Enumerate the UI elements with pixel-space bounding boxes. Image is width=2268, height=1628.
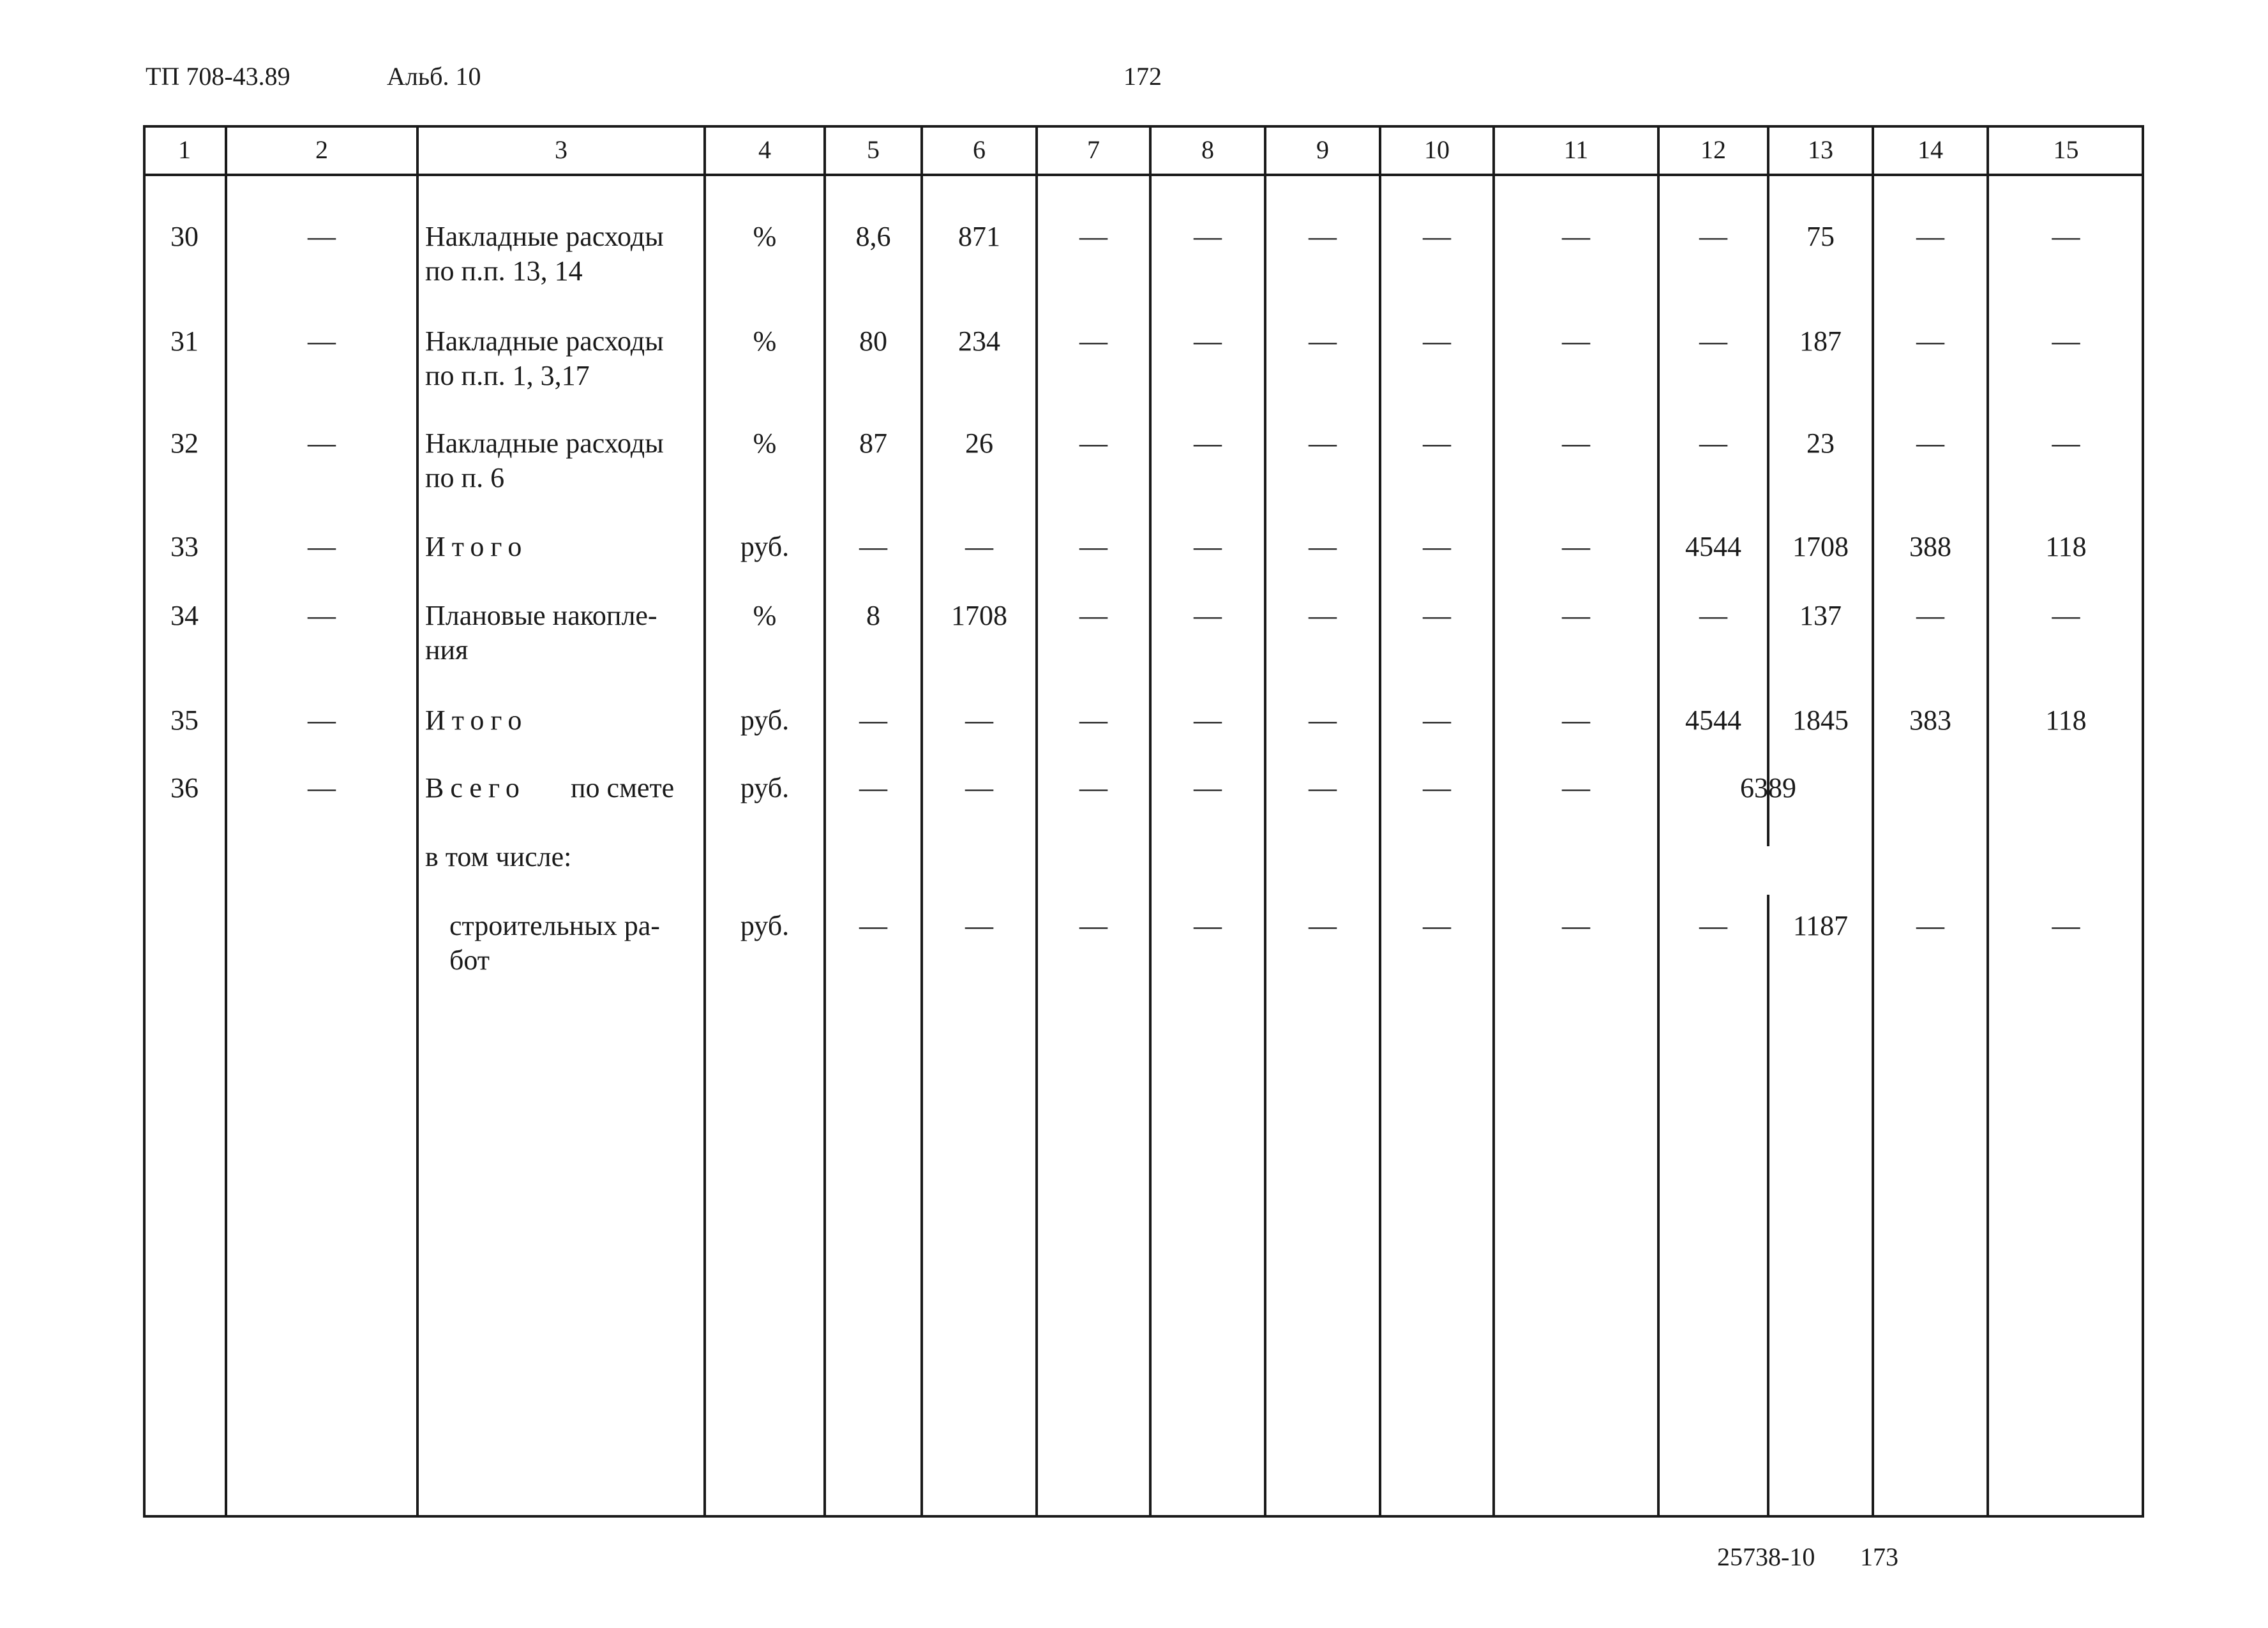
cell-c14: — (1916, 221, 1944, 252)
column-header: 9 (1316, 135, 1329, 164)
column-header: 12 (1701, 135, 1726, 164)
cell-c12: 4544 (1685, 705, 1741, 736)
cell-c6: 1708 (951, 600, 1007, 631)
cell-c11: — (1562, 910, 1590, 941)
cell-c13: 75 (1806, 221, 1835, 252)
cell-c11: — (1562, 221, 1590, 252)
cell-c15: — (2052, 428, 2080, 459)
cell-c2: — (308, 428, 336, 459)
cell-num: 32 (170, 428, 199, 459)
cell-c9: — (1309, 705, 1337, 736)
cell-c12: — (1699, 325, 1727, 357)
cell-num: 30 (170, 221, 199, 252)
cell-c13: 187 (1799, 325, 1842, 357)
cell-c10: — (1423, 221, 1451, 252)
cell-c5: — (859, 772, 887, 803)
cell-c6: — (965, 531, 993, 562)
cell-c8: — (1194, 772, 1222, 803)
column-divider (416, 125, 419, 1518)
item-name: Накладные расходы по п.п. 1, 3,17 (425, 325, 664, 391)
cell-c10: — (1423, 600, 1451, 631)
cell-c11: — (1562, 531, 1590, 562)
cell-c9: — (1309, 531, 1337, 562)
cell-c14: — (1916, 428, 1944, 459)
cell-c7: — (1079, 531, 1108, 562)
cell-c5: 80 (859, 325, 887, 357)
cell-c8: — (1194, 428, 1222, 459)
cell-c14: 383 (1909, 705, 1951, 736)
cell-unit: руб. (740, 531, 790, 562)
column-divider (1492, 125, 1495, 1518)
cell-num: 34 (170, 600, 199, 631)
cell-c15: — (2052, 325, 2080, 357)
cell-c13: 1845 (1792, 705, 1849, 736)
column-header: 15 (2053, 135, 2079, 164)
header-divider (143, 174, 2144, 176)
column-header: 10 (1424, 135, 1450, 164)
cell-c7: — (1079, 221, 1108, 252)
footer-page-number: 173 (1860, 1542, 1898, 1571)
cell-c12: — (1699, 910, 1727, 941)
column-divider (1657, 125, 1660, 1518)
column-divider (823, 125, 826, 1518)
column-divider (1767, 895, 1769, 1518)
cell-c2: — (308, 705, 336, 736)
column-header: 3 (555, 135, 567, 164)
item-name: Плановые накопле-ния (425, 600, 657, 666)
cell-c14: 388 (1909, 531, 1951, 562)
column-divider (703, 125, 706, 1518)
item-name: Накладные расходы по п.п. 13, 14 (425, 221, 664, 287)
cell-c5: 8,6 (855, 221, 891, 252)
cell-unit: % (753, 600, 777, 631)
cell-c12: — (1699, 428, 1727, 459)
cell-c2: — (308, 772, 336, 803)
column-header: 8 (1201, 135, 1214, 164)
cell-c2: — (308, 325, 336, 357)
cell-c13: 1187 (1792, 910, 1849, 941)
cell-c8: — (1194, 531, 1222, 562)
cell-c13: 23 (1806, 428, 1835, 459)
cell-c11: — (1562, 600, 1590, 631)
cell-c2: — (308, 221, 336, 252)
cell-num: 33 (170, 531, 199, 562)
item-name: Всего (425, 772, 526, 803)
cell-c7: — (1079, 772, 1108, 803)
album-number: Альб. 10 (387, 62, 481, 91)
cell-c15: — (2052, 600, 2080, 631)
cell-c14: — (1916, 325, 1944, 357)
column-divider (225, 125, 227, 1518)
cell-c12: — (1699, 221, 1727, 252)
item-name: строительных ра-бот (449, 910, 660, 976)
cell-c10: — (1423, 772, 1451, 803)
cell-c6: — (965, 772, 993, 803)
column-header: 4 (758, 135, 771, 164)
cell-c8: — (1194, 705, 1222, 736)
item-name-rest: по смете (571, 772, 675, 803)
cell-c6: 871 (958, 221, 1000, 252)
cell-num: 31 (170, 325, 199, 357)
column-header: 1 (178, 135, 191, 164)
column-divider (1986, 125, 1989, 1518)
cell-c6: 234 (958, 325, 1000, 357)
cell-c2: — (308, 531, 336, 562)
column-header: 14 (1918, 135, 1943, 164)
cell-unit: % (753, 428, 777, 459)
column-divider (1264, 125, 1266, 1518)
cell-c6: — (965, 705, 993, 736)
cell-c7: — (1079, 600, 1108, 631)
cell-num: 35 (170, 705, 199, 736)
cell-c11: — (1562, 428, 1590, 459)
item-name: Накладные расходы по п. 6 (425, 428, 664, 493)
cell-c15: 118 (2045, 705, 2087, 736)
cell-c7: — (1079, 325, 1108, 357)
cell-c15: 118 (2045, 531, 2087, 562)
cell-c2: — (308, 600, 336, 631)
cell-c5: 87 (859, 428, 887, 459)
item-name: Итого (425, 531, 529, 562)
cell-c14: — (1916, 600, 1944, 631)
cell-unit: % (753, 325, 777, 357)
cell-c13: 1708 (1792, 531, 1849, 562)
including-label: в том числе: (425, 841, 572, 872)
cell-c15: — (2052, 910, 2080, 941)
page-number: 172 (1123, 62, 1162, 91)
column-header: 7 (1087, 135, 1100, 164)
cell-c9: — (1309, 772, 1337, 803)
cell-c15: — (2052, 221, 2080, 252)
cell-c12: — (1699, 600, 1727, 631)
column-header: 6 (973, 135, 986, 164)
cell-c6: — (965, 910, 993, 941)
column-divider (1035, 125, 1038, 1518)
cell-unit: % (753, 221, 777, 252)
document-code: ТП 708-43.89 (146, 62, 290, 91)
cell-c7: — (1079, 910, 1108, 941)
column-header: 2 (315, 135, 328, 164)
column-divider (1379, 125, 1381, 1518)
cell-c9: — (1309, 325, 1337, 357)
cell-unit: руб. (740, 705, 790, 736)
cell-c9: — (1309, 910, 1337, 941)
cell-c5: — (859, 705, 887, 736)
column-divider (1149, 125, 1152, 1518)
cell-c10: — (1423, 428, 1451, 459)
estimate-table (143, 125, 2144, 1518)
column-divider (1872, 125, 1874, 1518)
item-name: Итого (425, 705, 529, 736)
cell-c13: 137 (1799, 600, 1842, 631)
cell-c10: — (1423, 705, 1451, 736)
cell-c14: — (1916, 910, 1944, 941)
cell-c11: — (1562, 325, 1590, 357)
cell-c9: — (1309, 221, 1337, 252)
cell-c11: — (1562, 772, 1590, 803)
cell-c5: 8 (866, 600, 880, 631)
cell-c11: — (1562, 705, 1590, 736)
column-header: 11 (1563, 135, 1589, 164)
cell-c6: 26 (965, 428, 993, 459)
cell-unit: руб. (740, 910, 790, 941)
cell-c8: — (1194, 910, 1222, 941)
document-number: 25738-10 (1717, 1542, 1815, 1571)
cell-unit: руб. (740, 772, 790, 803)
column-header: 13 (1808, 135, 1833, 164)
cell-c10: — (1423, 531, 1451, 562)
cell-c8: — (1194, 325, 1222, 357)
column-divider (1767, 125, 1769, 846)
cell-num: 36 (170, 772, 199, 803)
cell-c10: — (1423, 325, 1451, 357)
cell-c8: — (1194, 221, 1222, 252)
cell-c9: — (1309, 600, 1337, 631)
cell-c12: 4544 (1685, 531, 1741, 562)
column-divider (920, 125, 923, 1518)
cell-c9: — (1309, 428, 1337, 459)
cell-c10: — (1423, 910, 1451, 941)
column-header: 5 (867, 135, 880, 164)
cell-c8: — (1194, 600, 1222, 631)
cell-c5: — (859, 910, 887, 941)
grand-total: 6389 (1740, 772, 1796, 803)
cell-c7: — (1079, 705, 1108, 736)
cell-c5: — (859, 531, 887, 562)
cell-c7: — (1079, 428, 1108, 459)
